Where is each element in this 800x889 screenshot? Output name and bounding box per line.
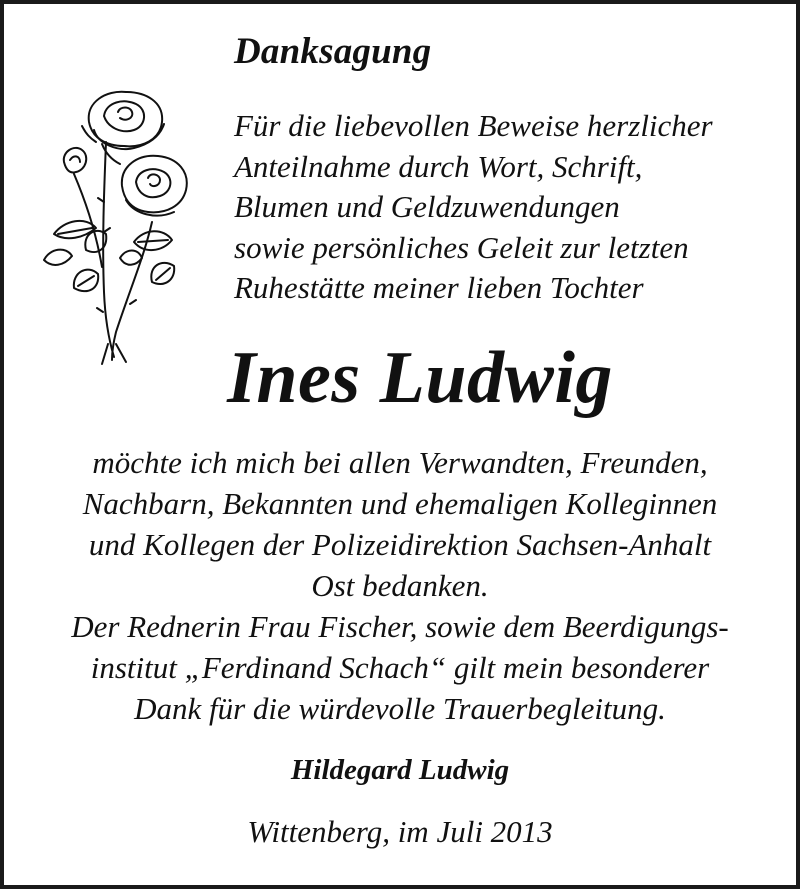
thanks-line: Dank für die würdevolle Trauerbegleitung. bbox=[134, 691, 666, 726]
intro-text bbox=[234, 106, 794, 309]
thanks-line: institut „Ferdinand Schach“ gilt mein besonderer bbox=[90, 650, 710, 685]
intro-line: Anteilnahme durch Wort, Schrift, bbox=[234, 148, 643, 184]
place-date: Wittenberg, im Juli 2013 bbox=[247, 814, 553, 849]
thanks-line: und Kollegen der Polizeidirektion Sachsen-Anhalt bbox=[88, 527, 712, 562]
rose-illustration bbox=[34, 82, 199, 367]
intro-line: Für die liebevollen Beweise herzlicher bbox=[234, 108, 713, 143]
heading: Danksagung bbox=[234, 31, 432, 72]
thanks-line: Nachbarn, Bekannten und ehemaligen Kolleginnen bbox=[82, 486, 718, 521]
signature: Hildegard Ludwig bbox=[290, 754, 510, 786]
thanks-line: Der Rednerin Frau Fischer, sowie dem Beerdigungs- bbox=[71, 609, 729, 644]
intro-line: Blumen und Geldzuwendungen bbox=[234, 189, 620, 224]
thanks-line: möchte ich mich bei allen Verwandten, Freunden, bbox=[92, 445, 708, 480]
intro-line: sowie persönliches Geleit zur letzten bbox=[234, 229, 689, 265]
intro-line: Ruhestätte meiner lieben Tochter bbox=[234, 270, 644, 305]
deceased-name: Ines Ludwig bbox=[227, 337, 613, 419]
thanks-text bbox=[4, 442, 796, 729]
thanks-line: Ost bedanken. bbox=[311, 568, 489, 603]
